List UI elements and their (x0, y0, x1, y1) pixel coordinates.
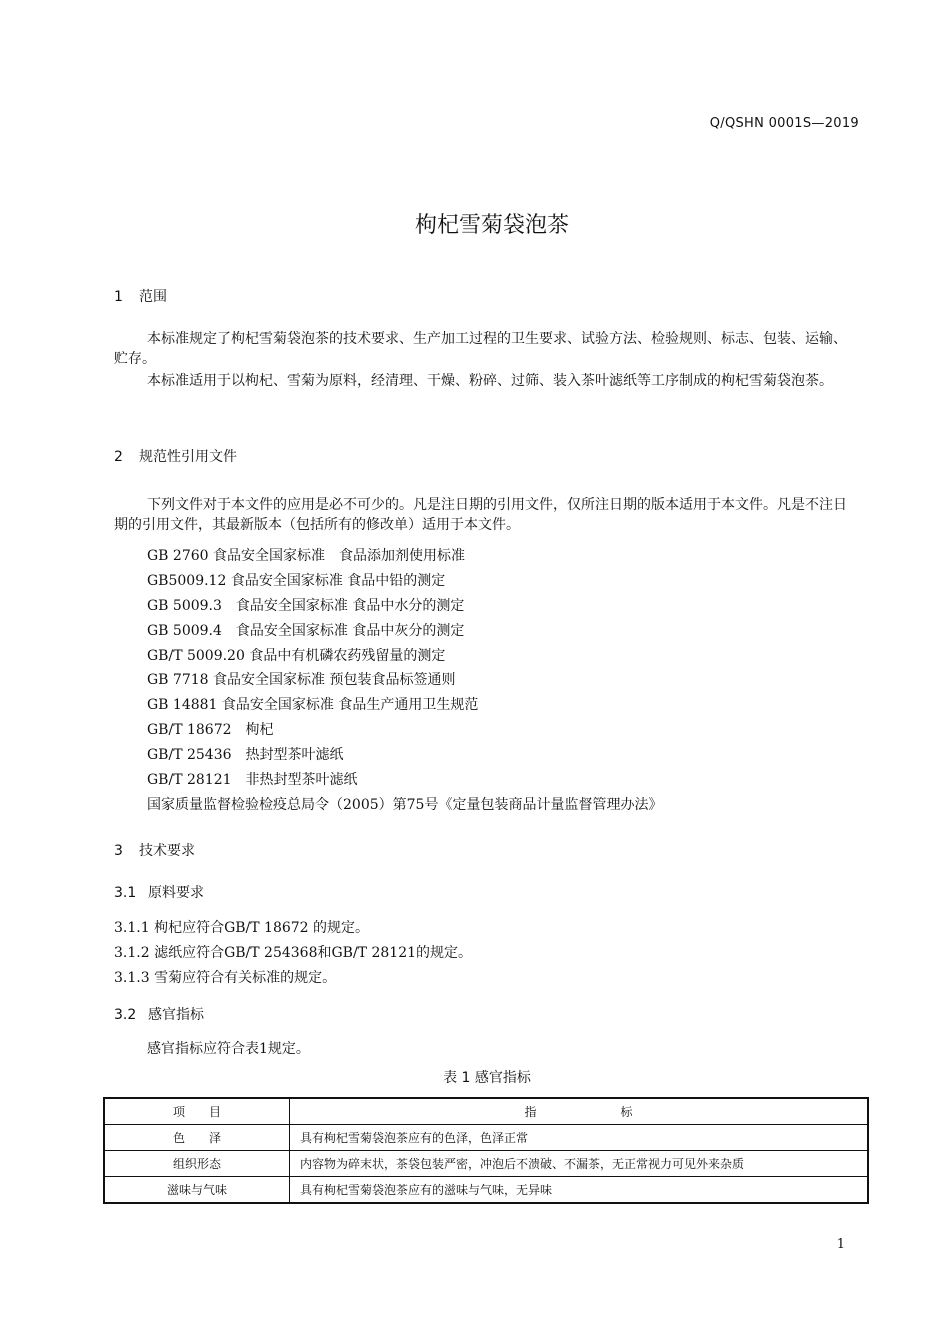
section-number: 1 (114, 289, 123, 305)
table-header-row (104, 1098, 868, 1125)
section-number: 2 (114, 449, 123, 465)
reference-item: GB 14881 食品安全国家标准 食品生产通用卫生规范 (147, 697, 479, 713)
raw-material-item: 3.1.2 滤纸应符合GB/T 254368和GB/T 28121的规定。 (114, 945, 473, 961)
table-cell: 具有枸杞雪菊袋泡茶应有的滋味与气味，无异味 (290, 1177, 869, 1204)
reference-item: GB/T 25436 热封型茶叶滤纸 (147, 747, 344, 763)
reference-item: 国家质量监督检验检疫总局令（2005）第75号《定量包装商品计量监督管理办法》 (147, 797, 663, 813)
scope-paragraph-1: 本标准规定了枸杞雪菊袋泡茶的技术要求、生产加工过程的卫生要求、试验方法、检验规则、标志、包装、运输、贮存。 (114, 331, 847, 367)
table-cell: 组织形态 (104, 1151, 290, 1177)
section-3-1-heading (114, 882, 204, 902)
sensory-table (103, 1097, 869, 1204)
section-title: 原料要求 (148, 885, 204, 901)
standard-code: Q/QSHN 0001S—2019 (709, 116, 859, 131)
table-cell: 色 泽 (104, 1125, 290, 1151)
raw-material-item: 3.1.1 枸杞应符合GB/T 18672 的规定。 (114, 920, 370, 936)
reference-item: GB/T 28121 非热封型茶叶滤纸 (147, 772, 358, 788)
section-title: 规范性引用文件 (139, 449, 237, 465)
table-row (104, 1177, 868, 1204)
section-number: 3.1 (114, 885, 137, 901)
table-row (104, 1125, 868, 1151)
table-cell: 滋味与气味 (104, 1177, 290, 1204)
references-intro: 下列文件对于本文件的应用是必不可少的。凡是注日期的引用文件，仅所注日期的版本适用于本文件。凡是不注日期的引用文件，其最新版本（包括所有的修改单）适用于本文件。 (114, 497, 847, 533)
reference-item: GB 5009.4 食品安全国家标准 食品中灰分的测定 (147, 623, 465, 639)
section-title: 技术要求 (139, 843, 195, 859)
section-number: 3.2 (114, 1007, 137, 1023)
section-3-heading (114, 840, 195, 860)
document-title: 枸杞雪菊袋泡茶 (414, 213, 569, 238)
table-row (104, 1151, 868, 1177)
reference-item: GB 2760 食品安全国家标准 食品添加剂使用标准 (147, 548, 465, 564)
reference-item: GB/T 5009.20 食品中有机磷农药残留量的测定 (147, 648, 446, 664)
sensory-intro: 感官指标应符合表1规定。 (147, 1041, 310, 1057)
section-2-heading (114, 446, 237, 466)
reference-item: GB 5009.3 食品安全国家标准 食品中水分的测定 (147, 598, 465, 614)
table-header-cell: 项 目 (104, 1098, 290, 1125)
section-1-heading (114, 286, 167, 306)
section-title: 感官指标 (148, 1007, 204, 1023)
section-number: 3 (114, 843, 123, 859)
page-number: 1 (836, 1237, 845, 1252)
reference-item: GB5009.12 食品安全国家标准 食品中铅的测定 (147, 573, 446, 589)
section-3-2-heading (114, 1004, 204, 1024)
raw-material-item: 3.1.3 雪菊应符合有关标准的规定。 (114, 970, 337, 986)
table-caption: 表 1 感官指标 (443, 1070, 531, 1086)
table-cell: 内容物为碎末状，茶袋包装严密，冲泡后不溃破、不漏茶，无正常视力可见外来杂质 (290, 1151, 869, 1177)
table-header-cell: 指 标 (290, 1098, 869, 1125)
scope-paragraph-2: 本标准适用于以枸杞、雪菊为原料，经清理、干燥、粉碎、过筛、装入茶叶滤纸等工序制成的枸杞雪菊袋泡茶。 (147, 373, 833, 389)
reference-item: GB 7718 食品安全国家标准 预包装食品标签通则 (147, 672, 456, 688)
table-cell: 具有枸杞雪菊袋泡茶应有的色泽，色泽正常 (290, 1125, 869, 1151)
section-title: 范围 (139, 289, 167, 305)
reference-item: GB/T 18672 枸杞 (147, 722, 274, 738)
